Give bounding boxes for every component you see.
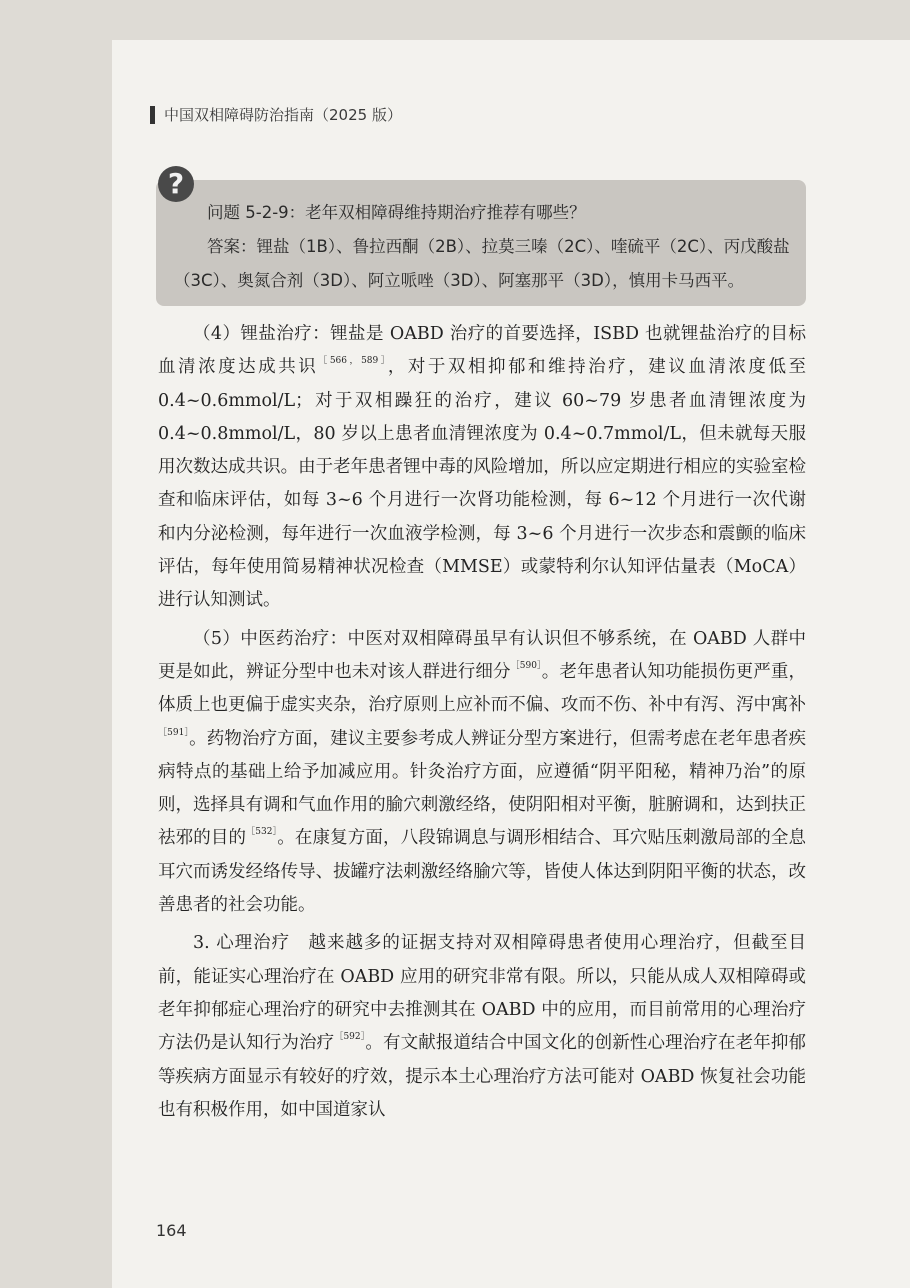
header-marker-bar [150, 106, 155, 124]
citation-ref: ［591］ [158, 727, 190, 738]
paragraph-text: ，对于双相抑郁和维持治疗，建议血清浓度低至 0.4~0.6mmol/L；对于双相躁狂的治疗，建议 60~79 岁患者血清锂浓度为 0.4~0.8mmol/L，80 岁以上患者血清锂浓度为 0.4~0.7mmol/L，但未就每天服用次数达成共识。由于老年患者锂中毒的风险增加，所以应定期进行相应的实验室检查和临床评估，如每 3~6 个月进行一次肾功能检测，每 6~12 个月进行一次代谢和内分泌检测，每年进行一次血液学检测，每 3~6 个月进行一次步态和震颤的临床评估，每年使用简易精神状况检查（MMSE）或蒙特利尔认知评估量表（MoCA）进行认知测试。 [158, 357, 807, 611]
paragraph-text: （5）中医药治疗：中医对双相障碍虽早有认识但不够系统，在 OABD 人群中更是如此，辨证分型中也未对该人群进行细分 [158, 628, 806, 682]
paragraph-text: （4）锂盐治疗：锂盐是 OABD 治疗的首要选择，ISBD 也就锂盐治疗的目标血清浓度达成共识 [158, 324, 806, 378]
question-mark-icon: ? [158, 166, 194, 202]
paragraph-psychotherapy [158, 927, 806, 1127]
paragraph-text: 。在康复方面，八段锦调息与调形相结合、耳穴贴压刺激局部的全息耳穴而诱发经络传导、拔罐疗法刺激经络腧穴等，皆使人体达到阴阳平衡的状态，改善患者的社会功能。 [158, 828, 807, 916]
running-title: 中国双相障碍防治指南（2025 版） [164, 106, 402, 124]
citation-ref: ［566，589］ [318, 356, 388, 367]
citation-ref: ［592］ [334, 1032, 366, 1043]
paragraph-lithium [158, 318, 806, 618]
answer-text: 答案：锂盐（1B）、鲁拉西酮（2B）、拉莫三嗪（2C）、喹硫平（2C）、丙戊酸盐（3C）、奥氮合剂（3D）、阿立哌唑（3D）、阿塞那平（3D），慎用卡马西平。 [174, 237, 790, 290]
paragraph-text: 。老年患者认知功能损伤更严重，体质上也更偏于虚实夹杂，治疗原则上应补而不偏、攻而不伤、补中有泻、泻中寓补 [158, 661, 807, 716]
paragraph-text: 。有文献报道结合中国文化的创新性心理治疗在老年抑郁等疾病方面显示有较好的疗效，提示本土心理治疗方法可能对 OABD 恢复社会功能也有积极作用，如中国道家认 [158, 1033, 807, 1120]
page-number: 164 [156, 1221, 187, 1240]
paragraph-text: 3. 心理治疗 越来越多的证据支持对双相障碍患者使用心理治疗，但截至目前，能证实心理治疗在 OABD 应用的研究非常有限。所以，只能从成人双相障碍或老年抑郁症心理治疗的研究中去推测其在 OABD 中的应用，而目前常用的心理治疗方法仍是认知行为治疗 [158, 933, 806, 1054]
citation-ref: ［532］ [246, 827, 278, 838]
body-text [158, 318, 806, 1127]
question-text: 问题 5-2-9：老年双相障碍维持期治疗推荐有哪些？ [207, 203, 586, 222]
question-answer-text [174, 196, 794, 298]
citation-ref: ［590］ [510, 660, 542, 671]
running-header [150, 104, 402, 125]
paragraph-text: 。药物治疗方面，建议主要参考成人辨证分型方案进行，但需考虑在老年患者疾病特点的基础上给予加减应用。针灸治疗方面，应遵循“阴平阳秘，精神乃治”的原则，选择具有调和气血作用的腧穴刺激经络，使阴阳相对平衡，脏腑调和，达到扶正祛邪的目的 [158, 728, 806, 849]
paragraph-tcm [158, 623, 806, 923]
